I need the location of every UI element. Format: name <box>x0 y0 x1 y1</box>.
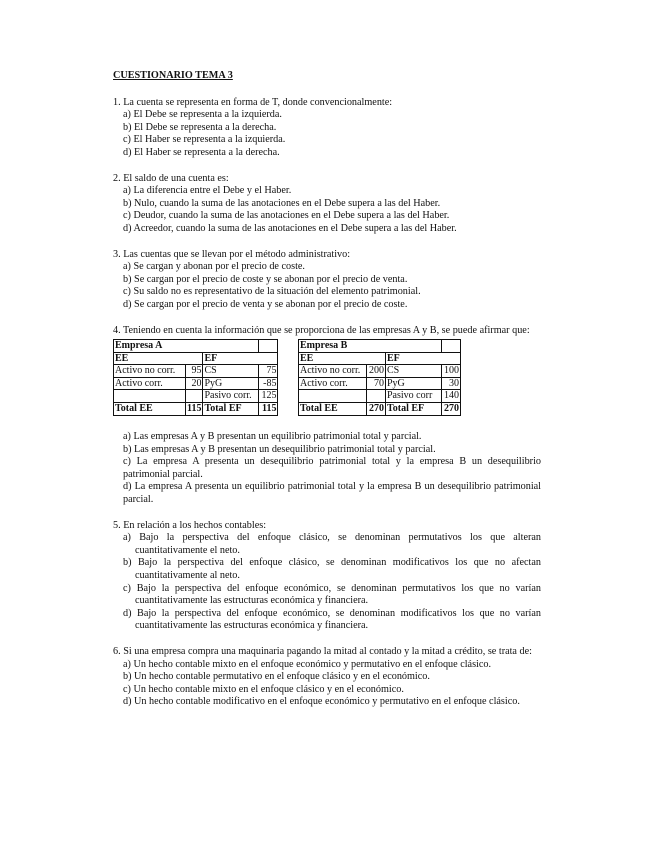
option-b: b) Bajo la perspectiva del enfoque clásico, se denominan modificativos los que no afectan cuantitativamente al neto. <box>123 557 541 582</box>
cell: 140 <box>442 390 461 403</box>
option-d: d) La empresa A presenta un equilibrio patrimonial total y la empresa B un desequilibrio patrimonial parcial. <box>123 481 541 506</box>
cell: CS <box>386 365 442 378</box>
question-4 <box>113 325 541 507</box>
question-stem: 1. La cuenta se representa en forma de T, donde convencionalmente: <box>113 96 393 108</box>
option-d: d) Un hecho contable modificativo en el enfoque económico y permutativo en el enfoque clásico. <box>123 696 520 708</box>
option-c: c) Deudor, cuando la suma de las anotaciones en el Debe supera a las del Haber. <box>123 210 450 222</box>
total-cell: Total EF <box>386 403 442 416</box>
cell: 95 <box>186 365 203 378</box>
table-title: Empresa A <box>114 340 259 353</box>
option-d: d) Acreedor, cuando la suma de las anotaciones en el Debe supera a las del Haber. <box>123 222 457 234</box>
option-b: b) Se cargan por el precio de coste y se abonan por el precio de venta. <box>123 273 408 285</box>
option-d: d) Bajo la perspectiva del enfoque económico, se denominan modificativos los que no varían cuantitativamente las estructuras económica y financiera. <box>123 607 541 632</box>
question-3 <box>113 249 541 312</box>
balance-tables <box>113 339 541 417</box>
cell: 70 <box>367 377 386 390</box>
table-empresa-b <box>298 339 461 416</box>
option-d: d) Se cargan por el precio de venta y se abonan por el precio de coste. <box>123 298 408 310</box>
document-page <box>113 70 541 722</box>
question-1 <box>113 97 541 160</box>
ee-header: EE <box>114 352 203 365</box>
table-title: Empresa B <box>299 340 442 353</box>
cell: 20 <box>186 377 203 390</box>
option-a: a) La diferencia entre el Debe y el Haber. <box>123 185 292 197</box>
total-cell: 115 <box>259 403 278 416</box>
option-a: a) Las empresas A y B presentan un equilibrio patrimonial total y parcial. <box>123 431 422 443</box>
question-5 <box>113 520 541 633</box>
cell: Pasivo corr. <box>203 390 259 403</box>
question-stem: 3. Las cuentas que se llevan por el método administrativo: <box>113 248 351 260</box>
total-cell: Total EE <box>299 403 367 416</box>
cell: Pasivo corr <box>386 390 442 403</box>
option-c: c) El Haber se representa a la izquierda. <box>123 134 286 146</box>
cell: PyG <box>203 377 259 390</box>
total-cell: 270 <box>367 403 386 416</box>
ef-header: EF <box>203 352 278 365</box>
option-b: b) El Debe se representa a la derecha. <box>123 121 277 133</box>
ef-header: EF <box>386 352 461 365</box>
cell: Activo corr. <box>114 377 186 390</box>
cell: CS <box>203 365 259 378</box>
option-c: c) Un hecho contable mixto en el enfoque clásico y en el económico. <box>123 683 404 695</box>
question-2 <box>113 173 541 236</box>
cell: 100 <box>442 365 461 378</box>
question-stem: 6. Si una empresa compra una maquinaria pagando la mitad al contado y la mitad a crédito, se trata de: <box>113 646 532 657</box>
cell: Activo no corr. <box>299 365 367 378</box>
option-c: c) Bajo la perspectiva del enfoque económico, se denominan permutativos los que no varían cuantitativamente las estructuras económica y financiera. <box>123 582 541 607</box>
option-a: a) Bajo la perspectiva del enfoque clásico, se denominan permutativos los que alteran cuantitativamente el neto. <box>123 532 541 556</box>
cell: Activo no corr. <box>114 365 186 378</box>
cell: 30 <box>442 377 461 390</box>
question-6 <box>113 646 541 709</box>
option-a: a) Se cargan y abonan por el precio de coste. <box>123 261 305 273</box>
total-cell: Total EE <box>114 403 186 416</box>
option-a: a) El Debe se representa a la izquierda. <box>123 109 282 121</box>
document-title: CUESTIONARIO TEMA 3 <box>113 70 233 81</box>
option-b: b) Un hecho contable permutativo en el enfoque clásico y en el económico. <box>123 671 430 683</box>
option-a: a) Un hecho contable mixto en el enfoque económico y permutativo en el enfoque clásico. <box>123 658 492 670</box>
option-c: c) Su saldo no es representativo de la situación del elemento patrimonial. <box>123 286 421 298</box>
question-stem: 2. El saldo de una cuenta es: <box>113 172 229 184</box>
option-c: c) La empresa A presenta un desequilibrio patrimonial total y la empresa B un desequilibrio patrimonial parcial. <box>123 456 541 480</box>
option-b: b) Nulo, cuando la suma de las anotaciones en el Debe supera a las del Haber. <box>123 197 441 209</box>
table-empresa-a <box>113 339 278 416</box>
option-b: b) Las empresas A y B presentan un desequilibrio patrimonial total y parcial. <box>123 443 436 455</box>
option-d: d) El Haber se representa a la derecha. <box>123 146 280 158</box>
cell: 75 <box>259 365 278 378</box>
ee-header: EE <box>299 352 386 365</box>
total-cell: Total EF <box>203 403 259 416</box>
cell: 200 <box>367 365 386 378</box>
cell: Activo corr. <box>299 377 367 390</box>
question-stem: 4. Teniendo en cuenta la información que se proporciona de las empresas A y B, se puede afirmar que: <box>113 324 530 336</box>
cell: 125 <box>259 390 278 403</box>
total-cell: 115 <box>187 403 202 415</box>
total-cell: 270 <box>442 403 461 416</box>
cell: PyG <box>386 377 442 390</box>
question-stem: 5. En relación a los hechos contables: <box>113 519 267 531</box>
cell: -85 <box>259 377 278 390</box>
